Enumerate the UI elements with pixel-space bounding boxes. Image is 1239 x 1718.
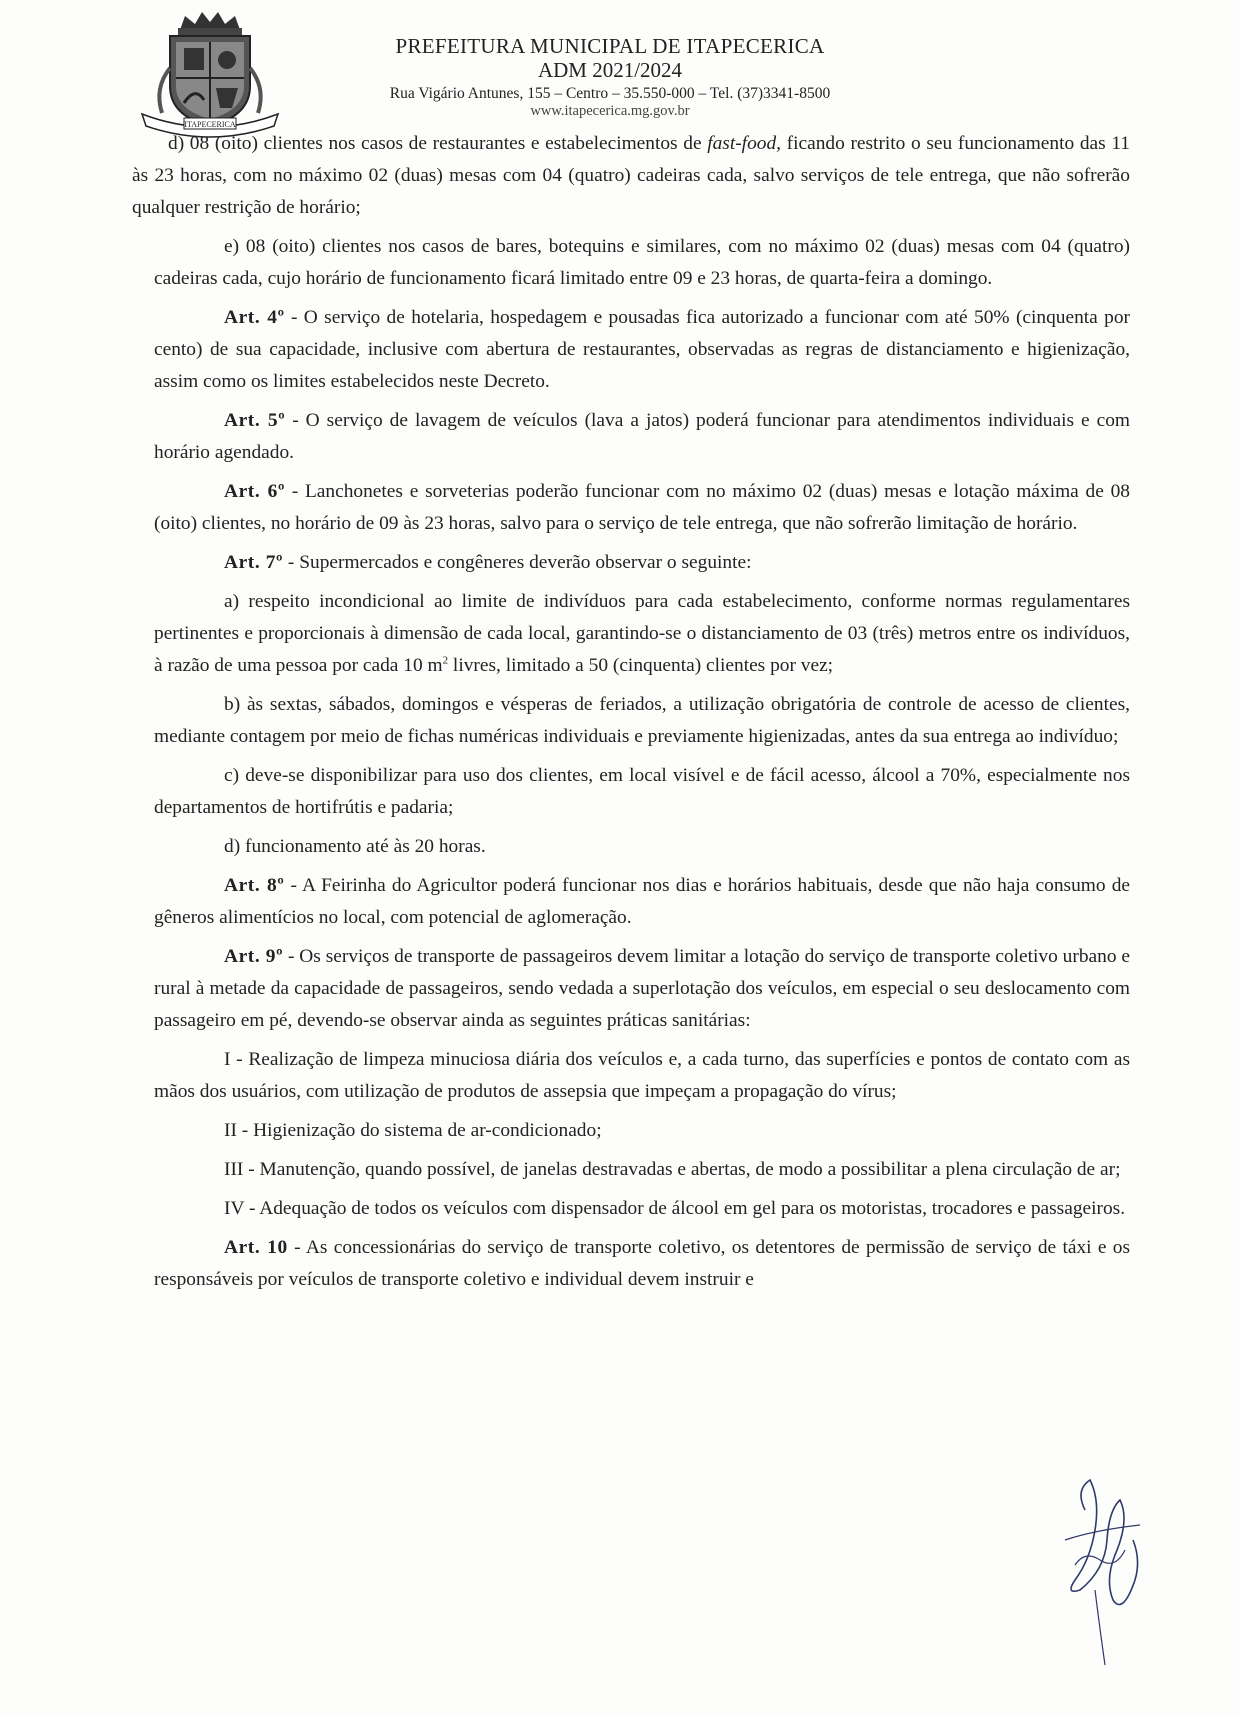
article-label: Art. 4º [224, 307, 285, 328]
article-6: Art. 6º - Lanchonetes e sorveterias poderão funcionar com no máximo 02 (duas) mesas e lotação máxima de 08 (oito) clientes, no horário de 09 às 23 horas, salvo para o serviço de tele entrega, que não sofrerão limitação de horário. [154, 481, 1130, 534]
article-9-item-i: I - Realização de limpeza minuciosa diária dos veículos e, a cada turno, das superfícies e pontos de contato com as mãos dos usuários, com utilização de produtos de assepsia que impeçam a propagação do vírus; [154, 1049, 1130, 1102]
article-7-item-b: b) às sextas, sábados, domingos e vésperas de feriados, a utilização obrigatória de controle de acesso de clientes, mediante contagem por meio de fichas numéricas individuais e previamente higienizadas, antes da sua entrega ao indivíduo; [154, 694, 1130, 747]
crest-banner-text: ITAPECERICA [184, 120, 236, 129]
website-line: www.itapecerica.mg.gov.br [530, 103, 690, 120]
article-7: Art. 7º - Supermercados e congêneres deverão observar o seguinte: [224, 552, 752, 573]
article-label: Art. 5º [224, 410, 286, 431]
article-4: Art. 4º - O serviço de hotelaria, hospedagem e pousadas fica autorizado a funcionar com até 50% (cinquenta por cento) de sua capacidade, inclusive com abertura de restaurantes, observadas as regras de distanciamento e higienização, assim como os limites estabelecidos neste Decreto. [154, 307, 1130, 392]
article-5: Art. 5º - O serviço de lavagem de veículos (lava a jatos) poderá funcionar para atendimentos individuais e com horário agendado. [154, 410, 1131, 463]
article-9: Art. 9º - Os serviços de transporte de passageiros devem limitar a lotação do serviço de transporte coletivo urbano e rural à metade da capacidade de passageiros, sendo vedada a superlotação dos veículos, em especial o seu deslocamento com passageiro em pé, devendo-se observar ainda as seguintes práticas sanitárias: [154, 946, 1131, 1031]
letterhead [330, 34, 890, 120]
article-7-item-c: c) deve-se disponibilizar para uso dos clientes, em local visível e de fácil acesso, álcool a 70%, especialmente nos departamentos de hortifrútis e padaria; [154, 765, 1130, 818]
article-9-item-iv: IV - Adequação de todos os veículos com dispensador de álcool em gel para os motoristas, trocadores e passageiros. [224, 1198, 1126, 1219]
article-label: Art. 10 [224, 1237, 288, 1258]
article-7-item-d: d) funcionamento até às 20 horas. [224, 836, 486, 857]
paragraph-d: d) 08 (oito) clientes nos casos de restaurantes e estabelecimentos de fast-food, ficando restrito o seu funcionamento das 11 às 23 horas, com no máximo 02 (duas) mesas com 04 (quatro) cadeiras cada, salvo serviços de tele entrega, que não sofrerão qualquer restrição de horário; [132, 133, 1130, 218]
article-label: Art. 8º [224, 875, 285, 896]
administration-period: ADM 2021/2024 [537, 58, 683, 83]
page-title: PREFEITURA MUNICIPAL DE ITAPECERICA [395, 34, 825, 58]
article-9-item-ii: II - Higienização do sistema de ar-condicionado; [224, 1120, 602, 1141]
paragraph-e: e) 08 (oito) clientes nos casos de bares, botequins e similares, com no máximo 02 (duas) mesas com 04 (quatro) cadeiras cada, cujo horário de funcionamento ficará limitado entre 09 e 23 horas, de quarta-feira a domingo. [154, 236, 1130, 289]
article-label: Art. 7º [224, 552, 284, 573]
handwritten-signature-icon [1045, 1470, 1165, 1670]
article-10: Art. 10 - As concessionárias do serviço de transporte coletivo, os detentores de permissão de serviço de táxi e os responsáveis por veículos de transporte coletivo e individual devem instruir e [154, 1237, 1131, 1290]
address-line: Rua Vigário Antunes, 155 – Centro – 35.550-000 – Tel. (37)3341-8500 [389, 85, 831, 103]
italic-term: fast-food, [707, 133, 781, 154]
document-body [132, 128, 1130, 1303]
article-label: Art. 9º [224, 946, 284, 967]
article-9-item-iii: III - Manutenção, quando possível, de janelas destravadas e abertas, de modo a possibilitar a plena circulação de ar; [224, 1159, 1121, 1180]
municipal-crest-icon [140, 8, 280, 138]
article-label: Art. 6º [224, 481, 285, 502]
article-8: Art. 8º - A Feirinha do Agricultor poderá funcionar nos dias e horários habituais, desde que não haja consumo de gêneros alimentícios no local, com potencial de aglomeração. [154, 875, 1130, 928]
article-7-item-a: a) respeito incondicional ao limite de indivíduos para cada estabelecimento, conforme normas regulamentares pertinentes e proporcionais à dimensão de cada local, garantindo-se o distanciamento de 03 (três) metros entre os indivíduos, à razão de uma pessoa por cada 10 $m^2$ livres, limitado a 50 (cinquenta) clientes por vez; [154, 591, 1130, 676]
